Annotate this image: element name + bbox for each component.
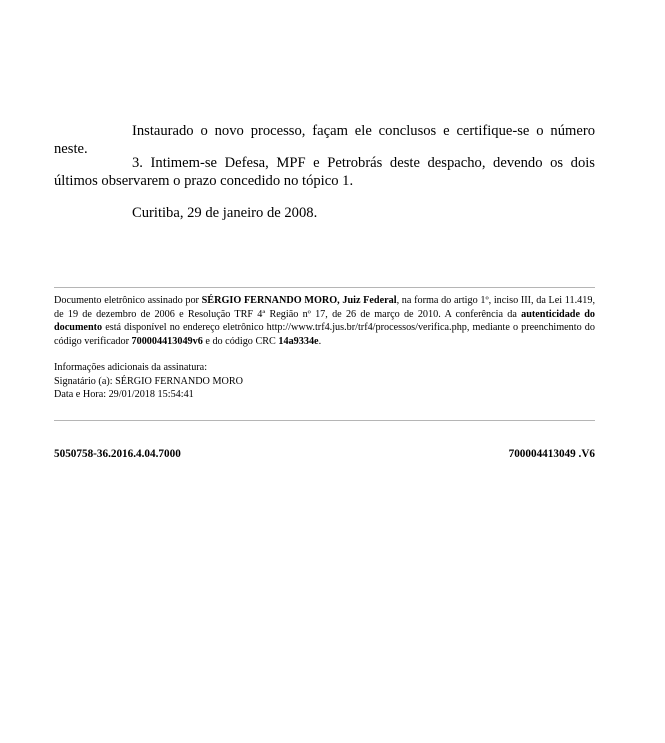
signer-name: SÉRGIO FERNANDO MORO, Juiz Federal <box>201 295 397 306</box>
signature-info-heading: Informações adicionais da assinatura: <box>54 362 208 373</box>
verifier-code: 700004413049v6 <box>131 335 203 347</box>
signature-text-3: está disponível no endereço eletrônico http://www.trf4.jus.br/trf4/processos/verifica.php, mediante o preenchimento do código verificador <box>54 322 595 347</box>
divider-bottom <box>54 420 595 421</box>
signature-datetime: Data e Hora: 29/01/2018 15:54:41 <box>54 389 194 401</box>
signature-text-2: , na forma do artigo 1º, inciso III, da Lei 11.419, de 19 de dezembro de 2006 e Resolução TRF 4ª Região nº 17, de 26 de março de 2010. A conferência da <box>54 295 595 320</box>
paragraph-intimation: 3. Intimem-se Defesa, MPF e Petrobrás deste despacho, devendo os dois últimos observarem o prazo concedido no tópico 1. <box>54 155 595 189</box>
signature-text-1: Documento eletrônico assinado por <box>54 295 202 306</box>
paragraph-date-place: Curitiba, 29 de janeiro de 2008. <box>132 205 318 221</box>
divider-top <box>54 287 595 288</box>
signatory-line: Signatário (a): SÉRGIO FERNANDO MORO <box>54 375 244 387</box>
signature-text-5: . <box>318 335 322 347</box>
signature-additional-info <box>54 361 595 402</box>
process-number: 5050758-36.2016.4.04.7000 <box>54 448 181 460</box>
signature-text-4: e do código CRC <box>202 335 279 347</box>
electronic-signature-notice <box>54 294 595 348</box>
crc-code: 14a9334e <box>278 335 319 347</box>
document-code: 700004413049 .V6 <box>508 448 595 460</box>
paragraph-new-process: Instaurado o novo processo, façam ele conclusos e certifique-se o número neste. <box>54 123 595 157</box>
authenticity-label: autenticidade do documento <box>54 308 595 334</box>
